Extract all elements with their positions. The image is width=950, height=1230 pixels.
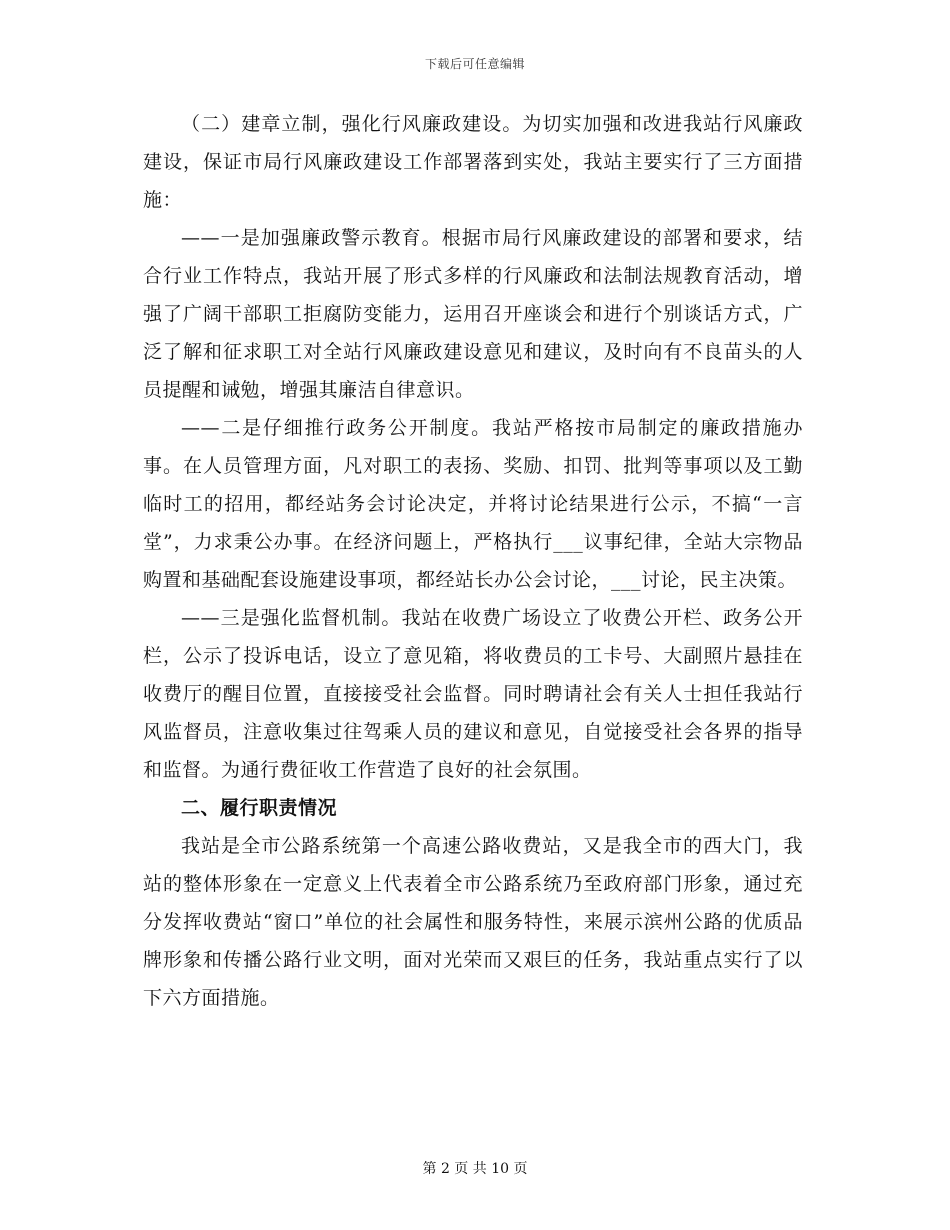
paragraph-intro: （二）建章立制，强化行风廉政建设。为切实加强和改进我站行风廉政建设，保证市局行风廉政建设工作部署落到实处，我站主要实行了三方面措施： [143,113,803,211]
paragraph-item-1: ——一是加强廉政警示教育。根据市局行风廉政建设的部署和要求，结合行业工作特点，我站开展了形式多样的行风廉政和法制法规教育活动，增强了广阔干部职工拒腐防变能力，运用召开座谈会和进行个别谈话方式，广泛了解和征求职工对全站行风廉政建设意见和建议，及时向有不良苗头的人员提醒和诫勉，增强其廉洁自律意识。 [143,227,803,401]
section-heading: 二、履行职责情况 [181,797,338,819]
page-number: 第 2 页 共 10 页 [422,1161,528,1177]
paragraph-item-2: ——二是仔细推行政务公开制度。我站严格按市局制定的廉政措施办事。在人员管理方面，凡对职工的表扬、奖励、扣罚、批判等事项以及工勤临时工的招用，都经站务会讨论决定，并将讨论结果进行公示，不搞“一言堂”，力求秉公办事。在经济问题上，严格执行___议事纪律，全站大宗物品购置和基础配套设施建设事项，都经站长办公会讨论，___讨论，民主决策。 [143,417,803,591]
document-body [143,105,803,1017]
header-note: 下载后可任意编辑 [424,57,525,71]
paragraph-item-3: ——三是强化监督机制。我站在收费广场设立了收费公开栏、政务公开栏，公示了投诉电话，设立了意见箱，将收费员的工卡号、大副照片悬挂在收费厅的醒目位置，直接接受社会监督。同时聘请社会有关人士担任我站行风监督员，注意收集过往驾乘人员的建议和意见，自觉接受社会各界的指导和监督。为通行费征收工作营造了良好的社会氛围。 [143,607,803,781]
paragraph-section-2: 我站是全市公路系统第一个高速公路收费站，又是我全市的西大门，我站的整体形象在一定意义上代表着全市公路系统乃至政府部门形象，通过充分发挥收费站“窗口”单位的社会属性和服务特性，来展示滨州公路的优质品牌形象和传播公路行业文明，面对光荣而又艰巨的任务，我站重点实行了以下六方面措施。 [143,835,803,1009]
